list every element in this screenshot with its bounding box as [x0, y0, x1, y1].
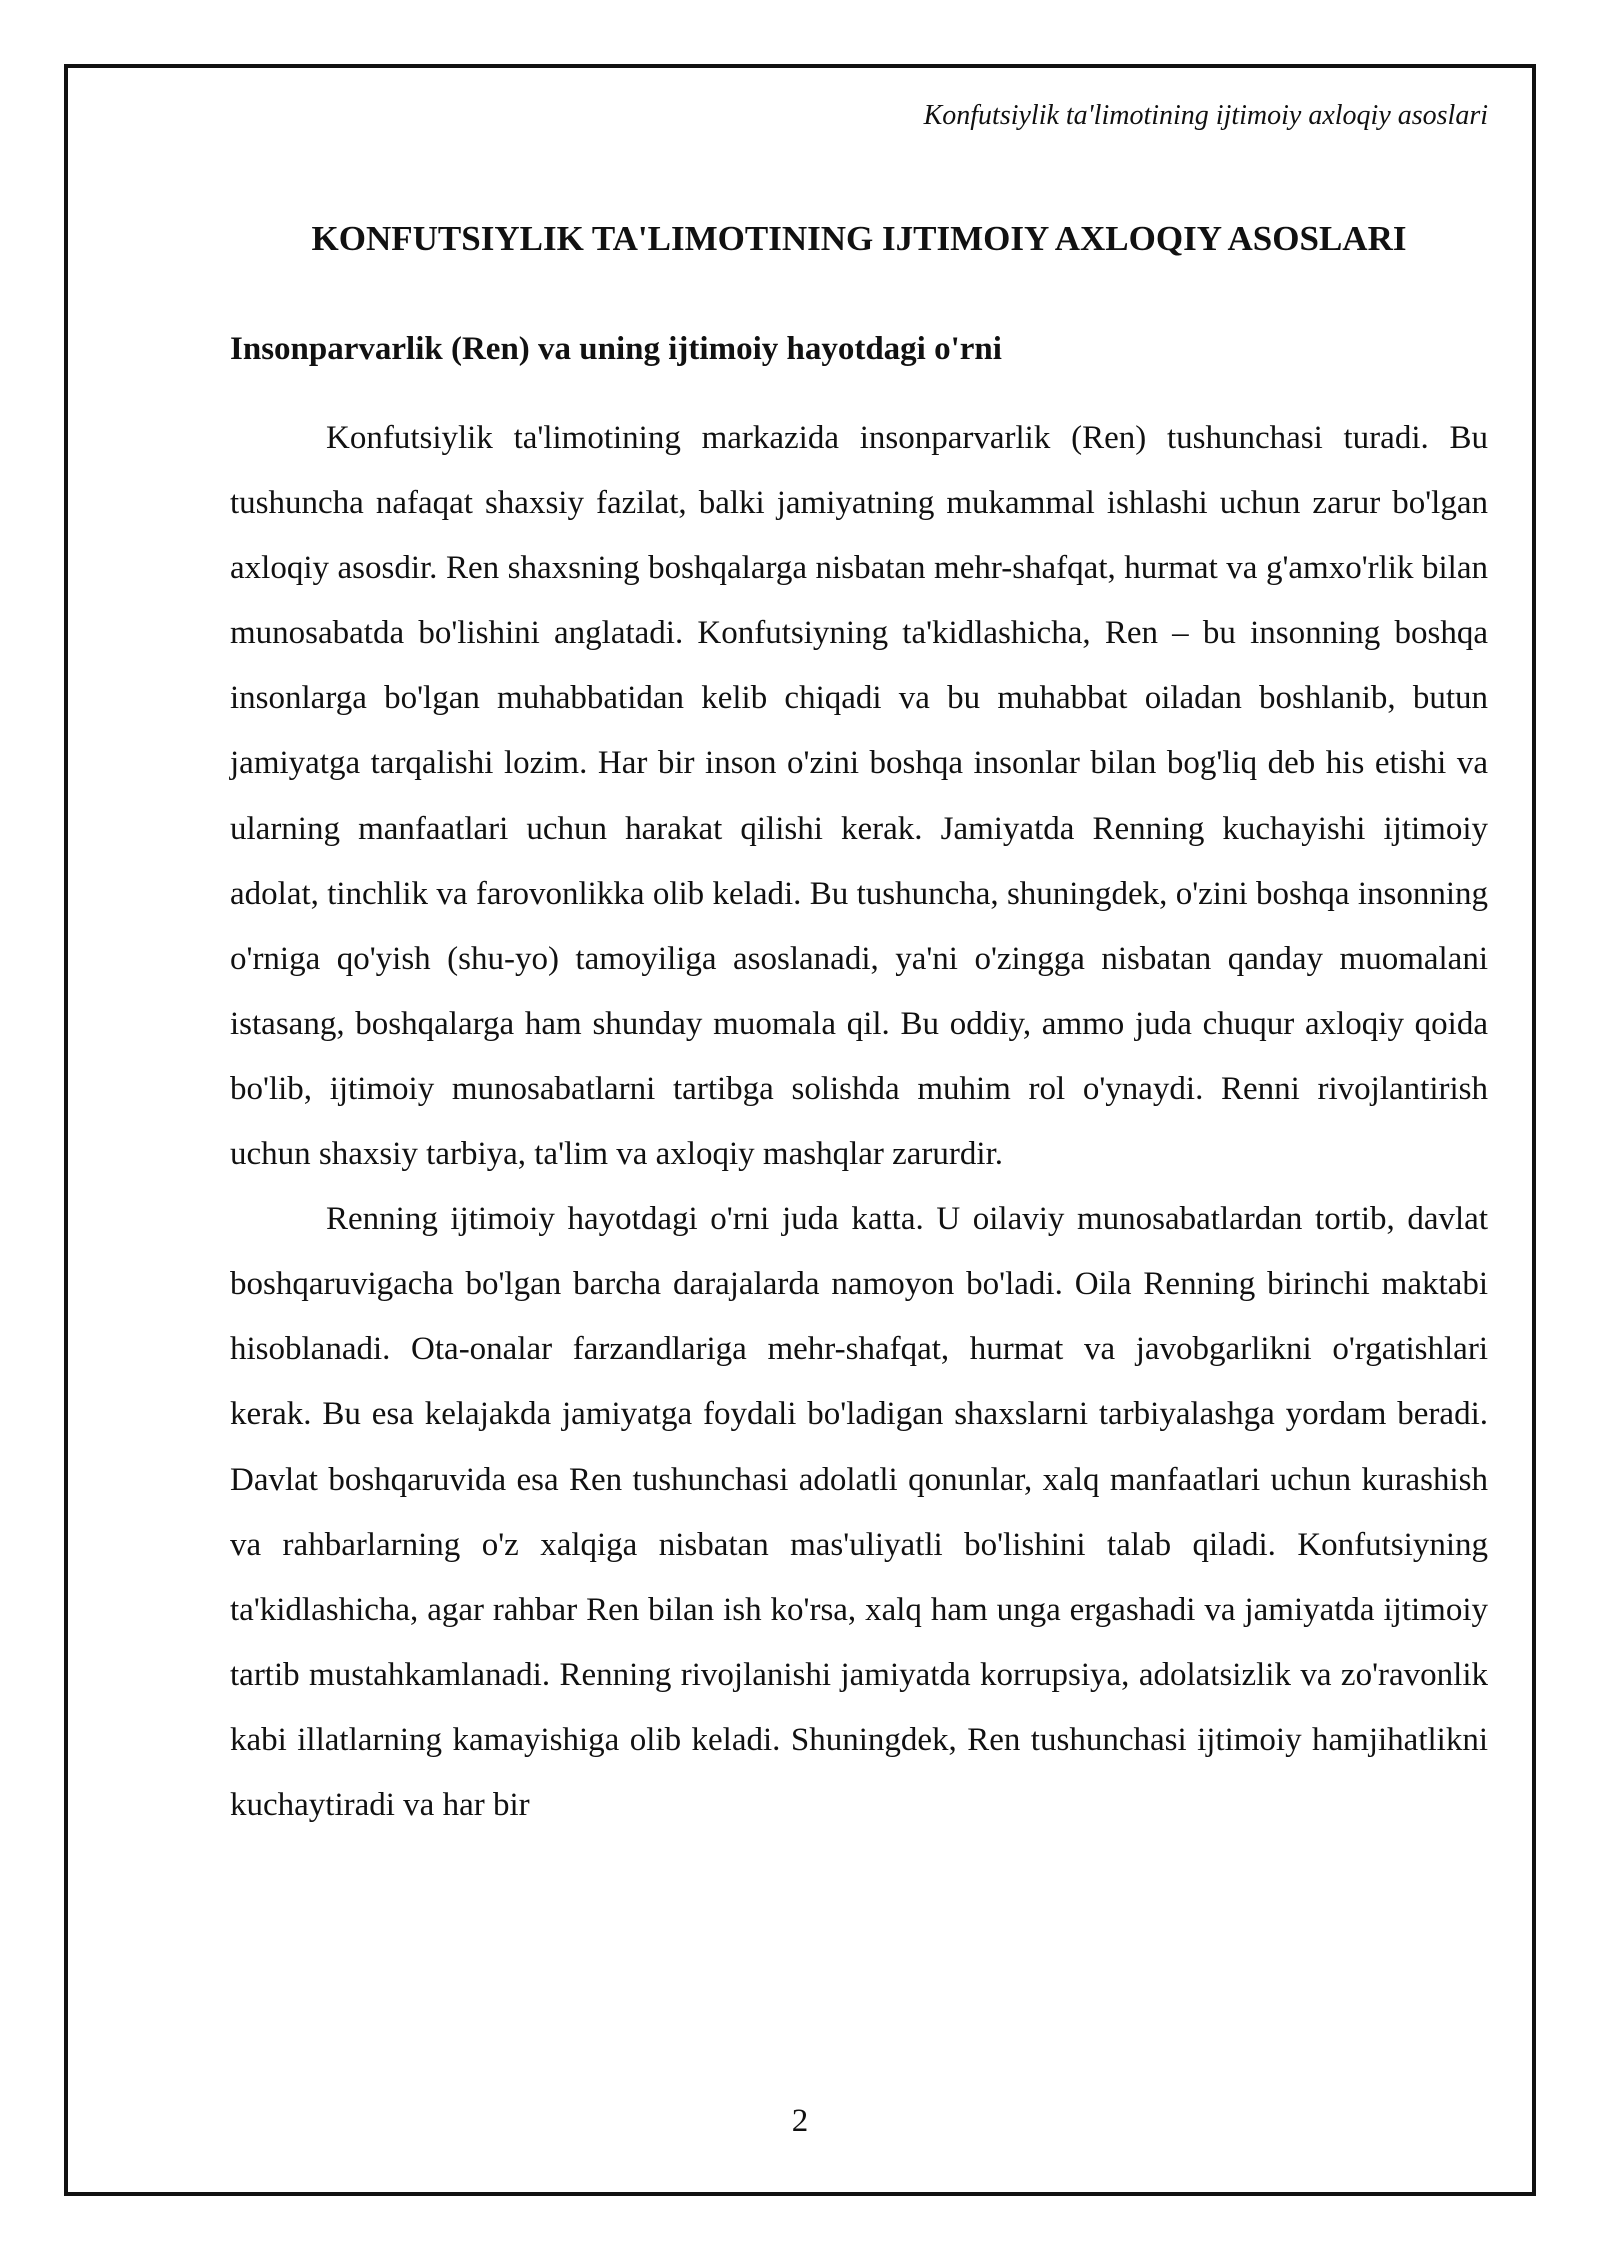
document-title: KONFUTSIYLIK TA'LIMOTINING IJTIMOIY AXLOQIY ASOSLARI — [311, 219, 1407, 258]
paragraph-1: Konfutsiylik ta'limotining markazida insonparvarlik (Ren) tushunchasi turadi. Bu tushuncha nafaqat shaxsiy fazilat, balki jamiyatning mukammal ishlashi uchun zarur bo'lgan axloqiy asosdir. Ren shaxsning boshqalarga nisbatan mehr-shafqat, hurmat va g'amxo'rlik bilan munosabatda bo'lishini anglatadi. Konfutsiyning ta'kidlashicha, Ren – bu insonning boshqa insonlarga bo'lgan muhabbatidan kelib chiqadi va bu muhabbat oiladan boshlanib, butun jamiyatga tarqalishi lozim. Har bir inson o'zini boshqa insonlar bilan bog'liq deb his etishi va ularning manfaatlari uchun harakat qilishi kerak. Jamiyatda Renning kuchayishi ijtimoiy adolat, tinchlik va farovonlikka olib keladi. Bu tushuncha, shuningdek, o'zini boshqa insonning o'rniga qo'yish (shu-yo) tamoyiliga asoslanadi, ya'ni o'zingga nisbatan qanday muomalani istasang, boshqalarga ham shunday muomala qil. Bu oddiy, ammo juda chuqur axloqiy qoida bo'lib, ijtimoiy munosabatlarni tartibga solishda muhim rol o'ynaydi. Renni rivojlantirish uchun shaxsiy tarbiya, ta'lim va axloqiy mashqlar zarurdir. — [230, 420, 1488, 1173]
paragraph-2: Renning ijtimoiy hayotdagi o'rni juda katta. U oilaviy munosabatlardan tortib, davlat boshqaruvigacha bo'lgan barcha darajalarda namoyon bo'ladi. Oila Renning birinchi maktabi hisoblanadi. Ota-onalar farzandlariga mehr-shafqat, hurmat va javobgarlikni o'rgatishlari kerak. Bu esa kelajakda jamiyatga foydali bo'ladigan shaxslarni tarbiyalashga yordam beradi. Davlat boshqaruvida esa Ren tushunchasi adolatli qonunlar, xalq manfaatlari uchun kurashish va rahbarlarning o'z xalqiga nisbatan mas'uliyatli bo'lishini talab qiladi. Konfutsiyning ta'kidlashicha, agar rahbar Ren bilan ish ko'rsa, xalq ham unga ergashadi va jamiyatda ijtimoiy tartib mustahkamlanadi. Renning rivojlanishi jamiyatda korrupsiya, adolatsizlik va zo'ravonlik kabi illatlarning kamayishiga olib keladi. Shuningdek, Ren tushunchasi ijtimoiy hamjihatlikni kuchaytiradi va har bir — [230, 1201, 1488, 1823]
section-heading: Insonparvarlik (Ren) va uning ijtimoiy hayotdagi o'rni — [230, 331, 1002, 367]
body-text — [230, 406, 1488, 1838]
running-header: Konfutsiylik ta'limotining ijtimoiy axloqiy asoslari — [923, 100, 1488, 131]
page-number: 2 — [791, 2103, 809, 2139]
